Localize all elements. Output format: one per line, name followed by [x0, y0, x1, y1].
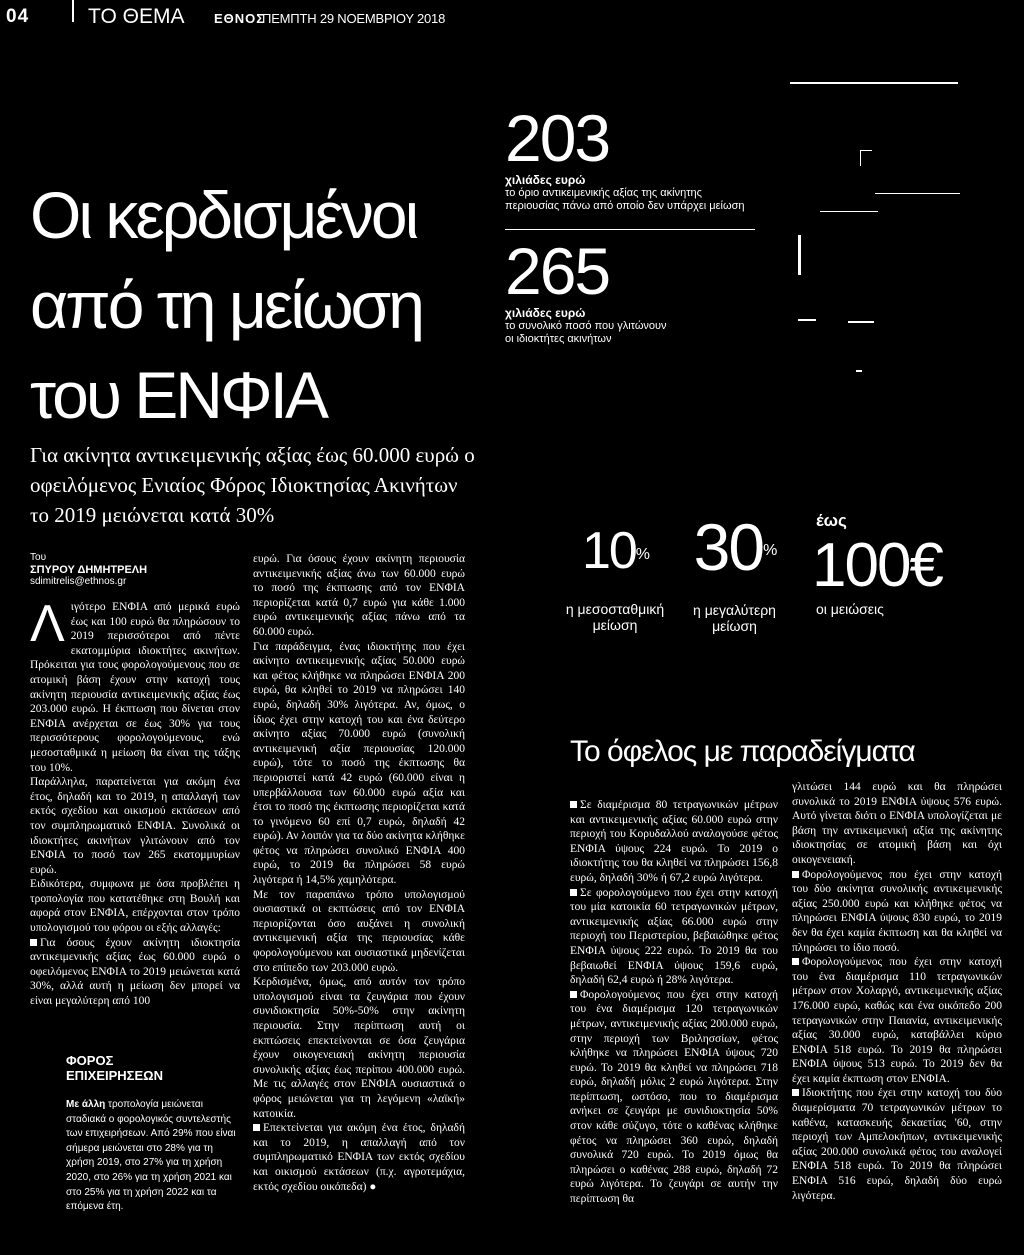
masthead-divider	[72, 0, 74, 22]
bullet-square-icon	[792, 958, 799, 965]
percent-box	[812, 511, 992, 617]
article-column-1	[30, 595, 240, 1009]
example-item: Φορολογούμενος που έχει στην κατοχή του ένα διαμέρισμα 110 τετραγωνικών μέτρων στον Χολαργό, αντικειμενικής αξίας 176.000 ευρώ, καθώς και ένα οικόπεδο 200 τετραγωνικών στην Παιανία, αντικειμενικής αξίας 30.000 ευρώ, καταβάλλει κύριο ΕΝΦΙΑ 518 ευρώ. Το 2019 θα πληρώσει ΕΝΦΙΑ ύψους 513 ευρώ. Το 2019 δεν θα έχει καμία έκπτωση στον ΕΝΦΙΑ.	[792, 956, 1002, 1085]
photo-line	[790, 82, 958, 84]
byline-author: ΣΠΥΡΟΥ ΔΗΜΗΤΡΕΛΗ	[30, 564, 148, 576]
bullet-square-icon	[792, 1089, 799, 1096]
article-paragraph: Επεκτείνεται για ακόμη ένα έτος, δηλαδή και το 2019, η απαλλαγή από τον συμπληρωματικό ΕΝΦΙΑ των εκτός σχεδίου και οικισμού εκτάσεων (π.χ. αγροτεμάχια, εκτός σχεδίου οικόπεδα) ●	[253, 1122, 465, 1193]
headline-line-3: του ΕΝΦΙΑ	[30, 358, 326, 432]
percent-box	[672, 512, 797, 634]
photo-line	[875, 193, 960, 194]
bullet-square-icon	[570, 801, 577, 808]
article-paragraph: Λιγότερο ΕΝΦΙΑ από μερικά ευρώ έως και 100 ευρώ θα πληρώσουν το 2019 περισσότεροι από πέντε εκατομμύρια ιδιοκτήτες ακινήτων. Πρόκειται για τους φορολογούμενους που σε ατομική βάση έχουν στην κατοχή τους ακίνητη περιουσία αντικειμενικής αξίας έως 203.000 ευρώ. Η έκπτωση που δίνεται στον ΕΝΦΙΑ ανέρχεται σε έως 30% για τους περισσότερους φορολογούμενους, ενώ μεσοσταθμικά η μείωση θα είναι της τάξης του 10%.	[30, 595, 240, 774]
stat-description: περιουσίας πάνω από οποίο δεν υπάρχει μείωση	[505, 200, 745, 212]
photo-line	[856, 370, 862, 372]
photo-line	[860, 150, 861, 166]
example-item: Σε διαμέρισμα 80 τετραγωνικών μέτρων και αντικειμενικής αξίας 60.000 ευρώ στην περιοχή του Κορυδαλλού αναλογούσε φέτος ΕΝΦΙΑ ύψους 224 ευρώ. Το 2019 ο ιδιοκτήτης του θα κληθεί να πληρώσει 156,8 ευρώ, δηλαδή 30% ή 67,2 ευρώ λιγότερα.	[570, 799, 778, 884]
section-title: ΤΟ ΘΕΜΑ	[88, 5, 185, 28]
example-item: Ιδιοκτήτης που έχει στην κατοχή του δύο διαμερίσματα 70 τετραγωνικών μέτρων το καθένα, κατασκευής δεκαετίας '60, στην περιοχή των Αμπελοκήπων, αντικειμενικής αξίας 200.000 συνολικά φέτος του αναλογεί ΕΝΦΙΑ 518 ευρώ. Το 2019 θα πληρώσει ΕΝΦΙΑ 516 ευρώ, δηλαδή δύο ευρώ λιγότερα.	[792, 1087, 1002, 1202]
end-mark-icon: ●	[369, 1180, 377, 1193]
byline-email: sdimitrelis@ethnos.gr	[30, 576, 127, 587]
stat-divider	[505, 229, 755, 230]
stat-unit: χιλιάδες ευρώ	[505, 173, 586, 187]
newspaper-brand: ΕΘΝΟΣ	[214, 11, 266, 26]
headline-line-1: Οι κερδισμένοι	[30, 178, 417, 252]
page-number: 04	[6, 6, 30, 27]
article-paragraph: Για όσους έχουν ακίνητη ιδιοκτησία αντικειμενικής αξίας έως 60.000 ευρώ ο οφειλόμενος ΕΝΦΙΑ το 2019 μειώνεται κατά 30%, αλλά αυτή η μείωση δεν μπορεί να είναι μεγαλύτερη από 100	[30, 936, 240, 1008]
photo-line	[848, 321, 874, 323]
percent-prefix: έως	[816, 511, 847, 530]
issue-date: ΠΕΜΠΤΗ 29 ΝΟΕΜΒΡΙΟΥ 2018	[262, 11, 446, 26]
drop-cap: Λ	[30, 595, 65, 653]
article-paragraph: Με τον παραπάνω τρόπο υπολογισμού ουσιαστικά οι εκπτώσεις από τον ΕΝΦΙΑ περιορίζονται όσο αυξάνει η συνολική αντικειμενική αξία της περιουσίας κάθε φορολογούμενου και ουσιαστικά μηδενίζεται στο επίπεδο των 203.000 ευρώ.	[253, 888, 465, 974]
photo-line	[860, 150, 872, 151]
photo-line	[798, 235, 801, 275]
bullet-square-icon	[30, 939, 37, 946]
photo-area	[790, 80, 1024, 450]
example-item: γλιτώσει 144 ευρώ και θα πληρώσει συνολικά το 2019 ΕΝΦΙΑ ύψους 576 ευρώ. Αυτό γίνεται διότι ο ΕΝΦΙΑ υπολογίζεται με βάση την αντικειμενική αξία της ακίνητης ιδιοκτησίας σε ατομική βάση και όχι οικογενειακή.	[792, 781, 1002, 866]
examples-column-2	[792, 780, 1002, 1203]
stat-unit: χιλιάδες ευρώ	[505, 306, 586, 320]
byline-prefix: Του	[30, 552, 47, 563]
stats-block	[505, 101, 765, 346]
lead-paragraph: Για ακίνητα αντικειμενικής αξίας έως 60.000 ευρώ ο οφειλόμενος Ενιαίος Φόρος Ιδιοκτησίας Ακινήτων το 2019 μειώνεται κατά 30%	[30, 443, 475, 527]
page-headline	[30, 170, 470, 440]
examples-title: Το όφελος με παραδείγματα	[570, 735, 915, 768]
bullet-square-icon	[792, 871, 799, 878]
examples-column-1	[570, 798, 778, 1207]
percent-label: η μεγαλύτερη μείωση	[693, 602, 776, 634]
stat-description: το όριο αντικειμενικής αξίας της ακίνητης	[505, 187, 702, 199]
example-item: Σε φορολογούμενο που έχει στην κατοχή του μία κατοικία 60 τετραγωνικών μέτρων, αντικειμενικής αξίας 66.000 ευρώ στην περιοχή του Περιστερίου, βεβαιώθηκε φέτος ΕΝΦΙΑ ύψους 222 ευρώ. Το 2019 θα του βεβαιωθεί ΕΝΦΙΑ ύψους 159,6 ευρώ, δηλαδή 62,4 ευρώ ή 28% λιγότερα.	[570, 886, 778, 987]
percent-value: 30%	[693, 510, 776, 584]
percent-value: 10%	[581, 522, 649, 580]
article-paragraph: Για παράδειγμα, ένας ιδιοκτήτης που έχει ακίνητο αντικειμενικής αξίας 50.000 ευρώ και φέτος κλήθηκε να πληρώσει ΕΝΦΙΑ 200 ευρώ, θα κληθεί το 2019 να πληρώσει 140 ευρώ, δηλαδή 30% λιγότερα. Αν, όμως, ο ίδιος έχει στην κατοχή του και ένα δεύτερο ακίνητο αξίας 70.000 ευρώ (συνολική αντικειμενική αξία περιουσίας 120.000 ευρώ), τότε το ποσό της έκπτωσης θα περιοριστεί κατά 42 ευρώ (60.000 είναι η υπερβάλλουσα των 60.000 ευρώ αξία και έτσι το ποσό της έκπτωσης περιορίζεται κατά το γινόμενο 60 επί 0,7 ευρώ, δηλαδή 42 ευρώ). Αν λοιπόν για τα δύο ακίνητα κλήθηκε φέτος να πληρώσει συνολικό ΕΝΦΙΑ 400 ευρώ, το 2019 θα πληρώσει 58 ευρώ λιγότερα ή 14,5% χαμηλότερα.	[253, 640, 465, 887]
percent-value: 100€	[812, 531, 942, 600]
bullet-square-icon	[570, 889, 577, 896]
masthead	[0, 0, 1024, 36]
photo-line	[820, 211, 878, 212]
headline-line-2: από τη μείωση	[30, 268, 422, 342]
stat-number: 265	[505, 234, 610, 308]
article-paragraph: ευρώ. Για όσους έχουν ακίνητη περιουσία αντικειμενικής αξίας άνω των 60.000 ευρώ το ποσό της έκπτωσης από τον ΕΝΦΙΑ περιορίζεται κατά 0,7 ευρώ για κάθε 1.000 ευρώ αντικειμενικής αξίας πάνω από τα 60.000 ευρώ.	[253, 553, 465, 638]
stat-description: οι ιδιοκτήτες ακινήτων	[505, 333, 612, 345]
bullet-square-icon	[253, 1124, 260, 1131]
example-item: Φορολογούμενος που έχει στην κατοχή του ένα διαμέρισμα 120 τετραγωνικών μέτρων, αντικειμενικής αξίας 200.000 ευρώ, στην περιοχή των Βριλησσίων, φέτος κλήθηκε να πληρώσει ΕΝΦΙΑ ύψους 720 ευρώ. Το 2019 θα κληθεί να πληρώσει 718 ευρώ, δηλαδή μόλις 2 ευρώ λιγότερα. Στην περίπτωση, ωστόσο, που το διαμέρισμα ανήκει σε ζευγάρι με συνιδιοκτησία 50% στον κάθε σύζυγο, τότε ο καθένας κλήθηκε φέτος να πληρώσει 360 ευρώ, δηλαδή συνολικά 720 ευρώ. Το 2019 όμως θα πληρώσει ο καθένας 288 ευρώ, δηλαδή 72 ευρώ λιγότερα. Το ζευγάρι σε αυτήν την περίπτωση θα	[570, 988, 778, 1206]
article-paragraph: Παράλληλα, παρατείνεται για ακόμη ένα έτος, δηλαδή και το 2019, η απαλλαγή των εκτός σχεδίου και οικισμού εκτάσεων από τον συμπληρωματικό ΕΝΦΙΑ. Συνολικά οι ιδιοκτήτες ακινήτων γλιτώνουν από τον ΕΝΦΙΑ το ποσό των 265 εκατομμυρίων ευρώ.	[30, 776, 240, 876]
stat-description: το συνολικό ποσό που γλιτώνουν	[505, 320, 667, 332]
sidebox-text: Με άλλη τροπολογία μειώνεται σταδιακά ο φορολογικός συντελεστής των επιχειρήσεων. Από 29% που είναι σήμερα μειώνεται στο 28% για τη χρήση 2019, στο 27% για τη χρήση 2020, στο 26% για τη χρήση 2021 και στο 25% για τη χρήση 2022 και τα επόμενα έτη.	[66, 1099, 236, 1213]
article-paragraph: Κερδισμένα, όμως, από αυτόν τον τρόπο υπολογισμού είναι τα ζευγάρια που έχουν συνιδιοκτησία 50%-50% στην ακίνητη περιουσία. Στην περίπτωση αυτή οι εκπτώσεις επεκτείνονται σε όσα ζευγάρια έχουν οικογενειακή ακίνητη περιουσία συνολικής αξίας έως περίπου 400.000 ευρώ. Με τις αλλαγές στον ΕΝΦΙΑ ουσιαστικά ο φόρος μειώνεται για τη λεγόμενη «λαϊκή» κατοικία.	[253, 976, 465, 1120]
percent-label: οι μειώσεις	[816, 601, 884, 617]
photo-line	[798, 319, 816, 321]
percent-label: η μεσοσταθμική μείωση	[565, 601, 665, 633]
stat-number: 203	[505, 101, 610, 175]
article-paragraph: Ειδικότερα, συμφωνα με όσα προβλέπει η τροπολογία που κατατέθηκε στη Βουλή και αφορά στον ΕΝΦΙΑ, επέρχονται στον τρόπο υπολογισμού του φόρου οι εξής αλλαγές:	[30, 878, 240, 935]
percent-box	[560, 523, 670, 633]
sidebox-title: ΦΟΡΟΣ ΕΠΙΧΕΙΡΗΣΕΩΝ	[66, 1053, 163, 1083]
example-item: Φορολογούμενος που έχει στην κατοχή του δύο ακίνητα συνολικής αντικειμενικής αξίας 250.000 ευρώ και κλήθηκε φέτος να πληρώσει ΕΝΦΙΑ ύψους 830 ευρώ, το 2019 δεν θα έχει καμία έκπτωση και θα κληθεί να πληρώσει το ίδιο ποσό.	[792, 868, 1002, 954]
bullet-square-icon	[570, 991, 577, 998]
byline	[30, 552, 240, 588]
article-column-2	[253, 552, 465, 1194]
